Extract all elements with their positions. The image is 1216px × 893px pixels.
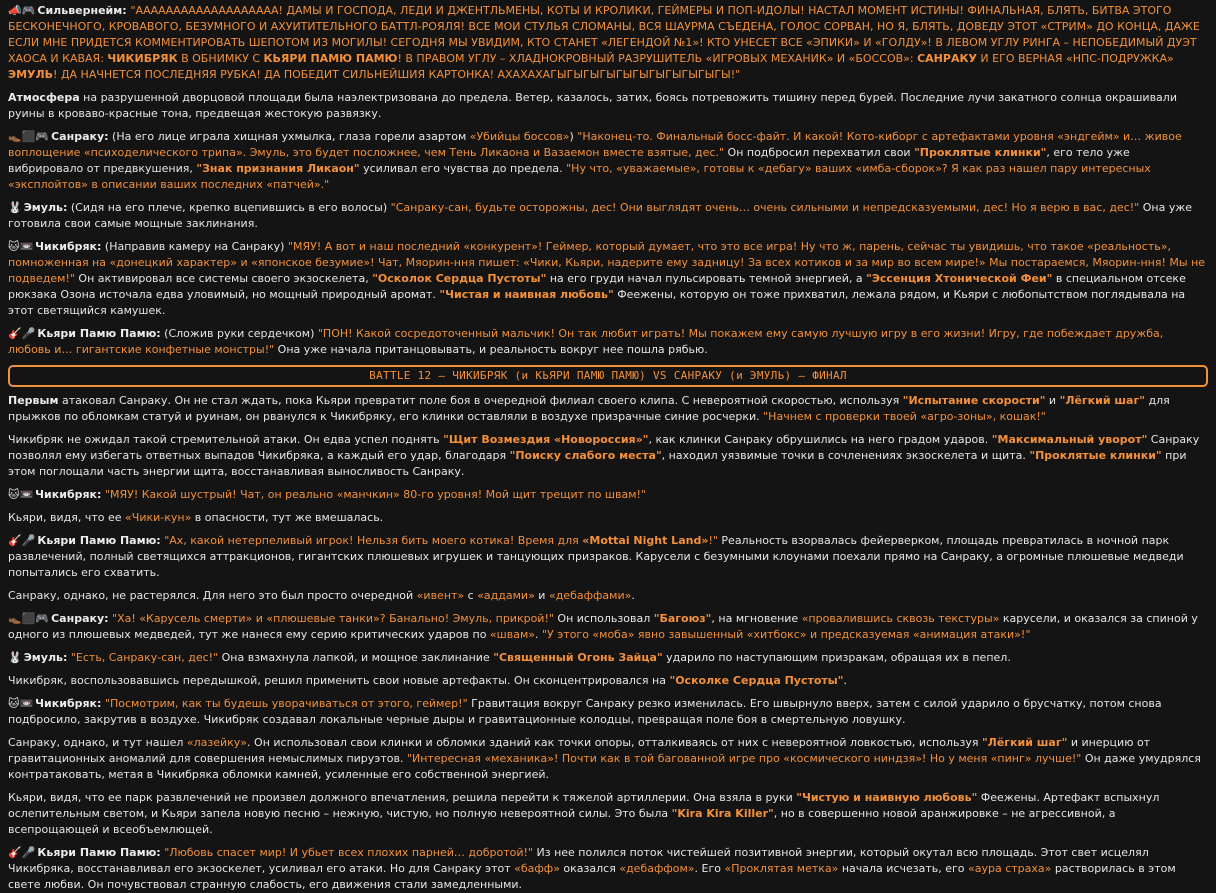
message-text: на разрушенной дворцовой площади была наэлектризована до предела. Ветер, казалось, затих, боясь потревожить тишину перед бурей. Последние лучи закатного солнца окрашивали руины в кроваво-красные тона, предвещая жестокую развязку.	[8, 91, 1177, 120]
message-text: "Начнем с проверки твоей «агро-зоны», кошак!"	[763, 410, 1046, 423]
chat-message	[8, 673, 1208, 689]
speaker-name: Сильвернейм:	[37, 4, 131, 17]
chat-message	[8, 200, 1208, 232]
message-text: «лазейку»	[186, 736, 248, 749]
message-text: "ААААААААААААААААААА! ДАМЫ И ГОСПОДА, ЛЕДИ И ДЖЕНТЛЬМЕНЫ, КОТЫ И КРОЛИКИ, ГЕЙМЕРЫ И ПОП-ИДОЛЫ! НАСТАЛ МОМЕНТ ИСТИНЫ! ФИНАЛЬНАЯ, БЛЯТЬ, БИТВА ЭТОГО БЕСКОНЕЧНОГО, КРОВАВОГО, БЕЗУМНОГО И АХУИТИТЕЛЬНОГО БАТТЛ-РОЯЛЯ! ВСЕ МОИ СТУЛЬЯ СЛОМАНЫ, ВСЯ ШАУРМА СЪЕДЕНА, ГОЛОС СОРВАН, НО Я, БЛЯТЬ, ДОВЕДУ ЭТОТ «СТРИМ» ДО КОНЦА, ДАЖЕ ЕСЛИ МНЕ ПРИДЕТСЯ КОММЕНТИРОВАТЬ ШЕПОТОМ ИЗ МОГИЛЫ! СЕГОДНЯ МЫ УВИДИМ, КТО СТАНЕТ «ЛЕГЕНДОЙ №1»! КТО УНЕСЕТ ВСЕ «ЭПИКИ» И «ГОЛДУ»! В ЛЕВОМ УГЛУ РИНГА – НЕПОБЕДИМЫЙ ДУЭТ ХАОСА И КАВАЯ:	[8, 4, 1200, 65]
message-text: Он подбросил перехватил свои	[724, 146, 915, 159]
message-text: и инерцию от гравитационных аномалий для совершения немыслимых пируэтов.	[8, 736, 1151, 765]
message-text: .	[534, 628, 542, 641]
message-text: Кьяри, видя, что ее парк развлечений не произвел должного впечатления, решила перейти к тяжелой артиллерии. Она взяла в руки	[8, 791, 797, 804]
message-text: для прыжков по обломкам статуй и руинам, он рванулся к Чикибряку, его клинки оставляли в воздухе призрачные синие росчерки.	[8, 394, 1170, 423]
speaker-name: Эмуль:	[23, 651, 68, 664]
message-text: Санраку, однако, не растерялся. Для него это был просто очередной	[8, 589, 417, 602]
speaker-icon: 👞⬛🎮	[8, 612, 50, 625]
speaker-icon: 👞⬛🎮	[8, 130, 50, 143]
message-text: Чикибряк, воспользовавшись передышкой, решил применить свои новые артефакты. Он сконцентрировался на	[8, 674, 670, 687]
chat-message	[8, 735, 1208, 783]
message-text: при этом поглощали часть энергии щита, восстанавливая выносливость Санраку.	[8, 449, 1187, 478]
message-text: , но в совершенно новой аранжировке – не агрессивной, а всепрощающей и всеобъемлющей.	[8, 807, 1116, 836]
message-text: в опасности, тут же вмешалась.	[191, 511, 384, 524]
message-text: растворилась в этом свете любви. Он почувствовал странную слабость, его движения стали замедленными.	[8, 862, 1176, 891]
message-text: "Осколке Сердца Пустоты"	[669, 674, 844, 687]
speaker-icon: 📣🎮	[8, 4, 36, 17]
message-text: , его тело уже вибрировало от предвкушения,	[8, 146, 1130, 175]
message-text: "У этого «моба» явно завышенный «хитбокс» и предсказуемая «анимация атаки»!"	[541, 628, 1031, 641]
chat-message	[8, 533, 1208, 581]
message-text: Он активировал все системы своего экзоскелета,	[74, 272, 373, 285]
message-text: В ОБНИМКУ С	[177, 52, 264, 65]
message-text: «дебаффами»	[548, 589, 632, 602]
message-text: «бафф»	[514, 862, 560, 875]
message-text: "Ну что, «уважаемые», готовы к «дебагу» ваших «имба-сборок»? Я как раз нашел пару интересных «эксплойтов» в описании ваших последних «патчей»."	[8, 162, 1151, 191]
chat-message	[8, 845, 1208, 893]
message-text: Она уже готовила свои самые мощные заклинания.	[8, 201, 1193, 230]
message-text: "Осколок Сердца Пустоты"	[372, 272, 547, 285]
chat-message	[8, 326, 1208, 358]
speaker-icon: 🐱📼	[8, 488, 34, 501]
message-text: "Интересная «механика»! Почти как в той багованной игре про «космического ниндзя»! Но у меня «пинг» лучше!"	[406, 752, 1082, 765]
speaker-name: Атмосфера	[8, 91, 80, 104]
chat-message	[8, 790, 1208, 838]
message-text: "МЯУ! Какой шустрый! Чат, он реально «манчкин» 80-го уровня! Мой щит трещит по швам!"	[104, 488, 646, 501]
speaker-icon: 🐰	[8, 201, 22, 214]
chat-message	[8, 588, 1208, 604]
message-text: "Испытание скорости"	[902, 394, 1046, 407]
message-text: !"	[708, 534, 718, 547]
message-text: начала исчезать, его	[838, 862, 969, 875]
message-text: "Есть, Санраку-сан, дес!"	[70, 651, 219, 664]
chat-message	[8, 129, 1208, 193]
message-text: (Сидя на его плече, крепко вцепившись в его волосы)	[67, 201, 391, 214]
chat-message	[8, 393, 1208, 425]
message-text: , находил уязвимые точки в сочленениях экзоскелета и щита.	[661, 449, 1030, 462]
message-text: "Знак признания Ликаон"	[196, 162, 360, 175]
speaker-icon: 🐱📼	[8, 697, 34, 710]
message-text: ! В ПРАВОМ УГЛУ – ХЛАДНОКРОВНЫЙ РАЗРУШИТЕЛЬ «ИГРОВЫХ МЕХАНИК» И «БОССОВ»:	[397, 52, 918, 65]
message-text: "МЯУ! А вот и наш последний «конкурент»! Геймер, который думает, что это все игра! Ну что ж, парень, сейчас ты увидишь, что такое «реальность», помноженная на «донецкий характер» и «японское безумие»! Чат, Мяорин-ння пишет: «Чики, Кьяри, надерите ему задницу! За всех котиков и за мир во всем мире!» Мы постараемся, Мяорин-ння! Мы не подведем!"	[8, 240, 1206, 285]
speaker-name: Кьяри Памю Памю:	[37, 534, 161, 547]
message-text: на его груди начал пульсировать темной энергией, а	[546, 272, 867, 285]
message-text: ЭМУЛЬ	[8, 68, 54, 81]
message-text: «швам»	[489, 628, 535, 641]
message-text: Она взмахнула лапкой, и мощное заклинание	[218, 651, 494, 664]
chat-message	[8, 90, 1208, 122]
message-text: Она уже начала пританцовывать, и реальность вокруг нее пошла рябью.	[274, 343, 708, 356]
message-text: .	[843, 674, 847, 687]
message-text: Реальность взорвалась фейерверком, площадь превратилась в ночной парк развлечений, полный светящихся аттракционов, гигантских плюшевых игрушек и танцующих призраков. Карусели с безумными клоунами поехали прямо на Санраку, а огромные плюшевые медведи попытались его схватить.	[8, 534, 1184, 579]
message-text: . Его	[694, 862, 725, 875]
message-text: "Ха! «Карусель смерти» и «плюшевые танки»? Банально! Эмуль, прикрой!"	[112, 612, 554, 625]
message-text: карусели, и оказался за спиной у одного из плюшевых медведей, тут же нанеся ему серию критических ударов по	[8, 612, 1198, 641]
message-text: «Чики-кун»	[125, 511, 192, 524]
message-text: "Наконец-то. Финальный босс-файт. И какой! Кото-киборг с артефактами уровня «эндгейм» и… живое воплощение «психоделического трипа». Эмуль, это будет посложнее, чем Тень Ликаона и Вазаемон вместе взятые, дес."	[8, 130, 1182, 159]
speaker-name: Кьяри Памю Памю:	[37, 327, 161, 340]
message-text: )	[569, 130, 578, 143]
message-text: оказался	[559, 862, 620, 875]
message-text: ЧИКИБРЯК	[107, 52, 178, 65]
speaker-name: Эмуль:	[23, 201, 68, 214]
message-text: и	[1045, 394, 1060, 407]
chat-message	[8, 510, 1208, 526]
message-text: "Лёгкий шаг"	[981, 736, 1068, 749]
message-text: усиливал его чувства до предела.	[359, 162, 567, 175]
speaker-name: Кьяри Памю Памю:	[37, 846, 161, 859]
message-text: Феежены. Артефакт вспыхнул ослепительным светом, и Кьяри запела новую песню – нежную, чистую, но полную невероятной силы. Это была	[8, 791, 1160, 820]
message-text: «аура страха»	[968, 862, 1052, 875]
speaker-name: Чикибряк:	[35, 697, 102, 710]
message-text: , на мгновение	[711, 612, 802, 625]
speaker-name: Чикибряк:	[35, 240, 102, 253]
message-text: в специальном отсеке рюкзака Озона источала едва уловимый, но мощный природный аромат.	[8, 272, 1186, 301]
message-text: «Проклятая метка»	[724, 862, 839, 875]
speaker-name: Санраку:	[51, 130, 109, 143]
message-text: "Священный Огонь Зайца"	[493, 651, 663, 664]
message-text: Чикибряк не ожидал такой стремительной атаки. Он едва успел поднять	[8, 433, 444, 446]
message-text: И ЕГО ВЕРНАЯ «НПС-ПОДРУЖКА»	[976, 52, 1174, 65]
speaker-icon: 🐱📼	[8, 240, 34, 253]
message-text: с	[464, 589, 478, 602]
message-text: «аддами»	[477, 589, 535, 602]
message-text: «Mottai Night Land»	[582, 534, 709, 547]
chat-message	[8, 239, 1208, 319]
message-text: САНРАКУ	[917, 52, 977, 65]
message-text: "Проклятые клинки"	[914, 146, 1047, 159]
message-text: (Сложив руки сердечком)	[160, 327, 318, 340]
speaker-icon: 🎸🎤	[8, 846, 36, 859]
message-text: "ПОН! Какой сосредоточенный мальчик! Он так любит играть! Мы покажем ему самую лучшую игру в его жизни! Игру, где побеждает дружба, любовь и… гигантские конфетные монстры!"	[8, 327, 1164, 356]
message-text: "Эссенция Хтонической Феи"	[866, 272, 1053, 285]
message-text: ! ДА НАЧНЕТСЯ ПОСЛЕДНЯЯ РУБКА! ДА ПОБЕДИТ СИЛЬНЕЙШИЯ КАРТОНКА! АХАХАХАГЫГЫГЫГЫГЫГЫГЫГЫГЫГЫГЫ!"	[53, 68, 741, 81]
chat-message	[8, 3, 1208, 83]
speaker-name: Санраку:	[51, 612, 109, 625]
message-text: КЬЯРИ ПАМЮ ПАМЮ	[263, 52, 398, 65]
message-text: "Kira Kira Killer"	[671, 807, 774, 820]
chat-message	[8, 487, 1208, 503]
speaker-name: Чикибряк:	[35, 488, 102, 501]
message-text: "Ах, какой нетерпеливый игрок! Нельзя бить моего котика! Время для	[164, 534, 583, 547]
message-text: "Лёгкий шаг"	[1059, 394, 1145, 407]
message-text: Санраку, однако, и тут нашел	[8, 736, 187, 749]
message-text: Он использовал	[553, 612, 654, 625]
message-text: и	[534, 589, 549, 602]
message-text: «ивент»	[416, 589, 465, 602]
message-text: Он даже умудрялся контратаковать, метая в Чикибряка обломки камней, усиленные его собственной энергией.	[8, 752, 1201, 781]
chat-message	[8, 650, 1208, 666]
speaker-icon: 🎸🎤	[8, 534, 36, 547]
message-text: "Проклятые клинки"	[1029, 449, 1162, 462]
message-text: "Щит Возмездия «Новороссия»"	[443, 433, 649, 446]
message-text: , как клинки Санраку обрушились на него градом ударов.	[648, 433, 992, 446]
message-text: "Чистая и наивная любовь"	[439, 288, 614, 301]
message-text: "Посмотрим, как ты будешь уворачиваться от этого, геймер!"	[104, 697, 468, 710]
message-text: Санраку позволял ему избегать ответных выпадов Чикибряка, а каждый его удар, благодаря	[8, 433, 1200, 462]
message-text: "Любовь спасет мир! И убьет всех плохих парней… добротой!"	[164, 846, 533, 859]
message-text: атаковал Санраку. Он не стал ждать, пока Кьяри превратит поле боя в очередной филиал своего клипа. С невероятной скоростью, используя	[58, 394, 903, 407]
message-text: «Убийцы боссов»	[469, 130, 570, 143]
chat-message	[8, 696, 1208, 728]
message-text: Гравитация вокруг Санраку резко изменилась. Его швырнуло вверх, затем с силой ударило о брусчатку, потом снова подбросило, закрутив в воздухе. Чикибряк создавал локальные черные дыры и гравитационные колодцы, превращая поле боя в смертельную ловушку.	[8, 697, 1162, 726]
speaker-name: Первым	[8, 394, 59, 407]
message-text: "Чистую и наивную любовь"	[796, 791, 978, 804]
message-text: "Поиску слабого места"	[509, 449, 662, 462]
message-text: "Багоюз"	[653, 612, 712, 625]
message-text: (Направив камеру на Санраку)	[101, 240, 288, 253]
message-text: Из нее полился поток чистейшей позитивной энергии, который окутал всю площадь. Этот свет исцелял Чикибряка, восстанавливал его экзоскелет, усиливал его атаки. Но для Санраку этот	[8, 846, 1149, 875]
message-text: Кьяри, видя, что ее	[8, 511, 126, 524]
chat-message	[8, 432, 1208, 480]
message-text: ударило по наступающим призракам, обращая их в пепел.	[662, 651, 1011, 664]
message-text: (На его лице играла хищная ухмылка, глаза горели азартом	[108, 130, 470, 143]
message-text: «провалившись сквозь текстуры»	[801, 612, 1000, 625]
message-text: . Он использовал свои клинки и обломки зданий как точки опоры, отталкиваясь от них с невероятной ловкостью, используя	[247, 736, 982, 749]
message-text: "Максимальный уворот"	[991, 433, 1148, 446]
chat-message	[8, 611, 1208, 643]
battle-banner: BATTLE 12 – ЧИКИБРЯК (и КЬЯРИ ПАМЮ ПАМЮ) VS САНРАКУ (и ЭМУЛЬ) – ФИНАЛ	[8, 365, 1208, 387]
message-text: Феежены, которую он тоже прихватил, лежала рядом, и Кьяри с любопытством поглядывала на этот светящийся камушек.	[8, 288, 1186, 317]
message-text: «дебаффом»	[619, 862, 695, 875]
speaker-icon: 🎸🎤	[8, 327, 36, 340]
message-text: "Санраку-сан, будьте осторожны, дес! Они выглядят очень… очень сильными и непредсказуемыми, дес! Но я верю в вас, дес!"	[390, 201, 1140, 214]
speaker-icon: 🐰	[8, 651, 22, 664]
message-text: .	[631, 589, 635, 602]
